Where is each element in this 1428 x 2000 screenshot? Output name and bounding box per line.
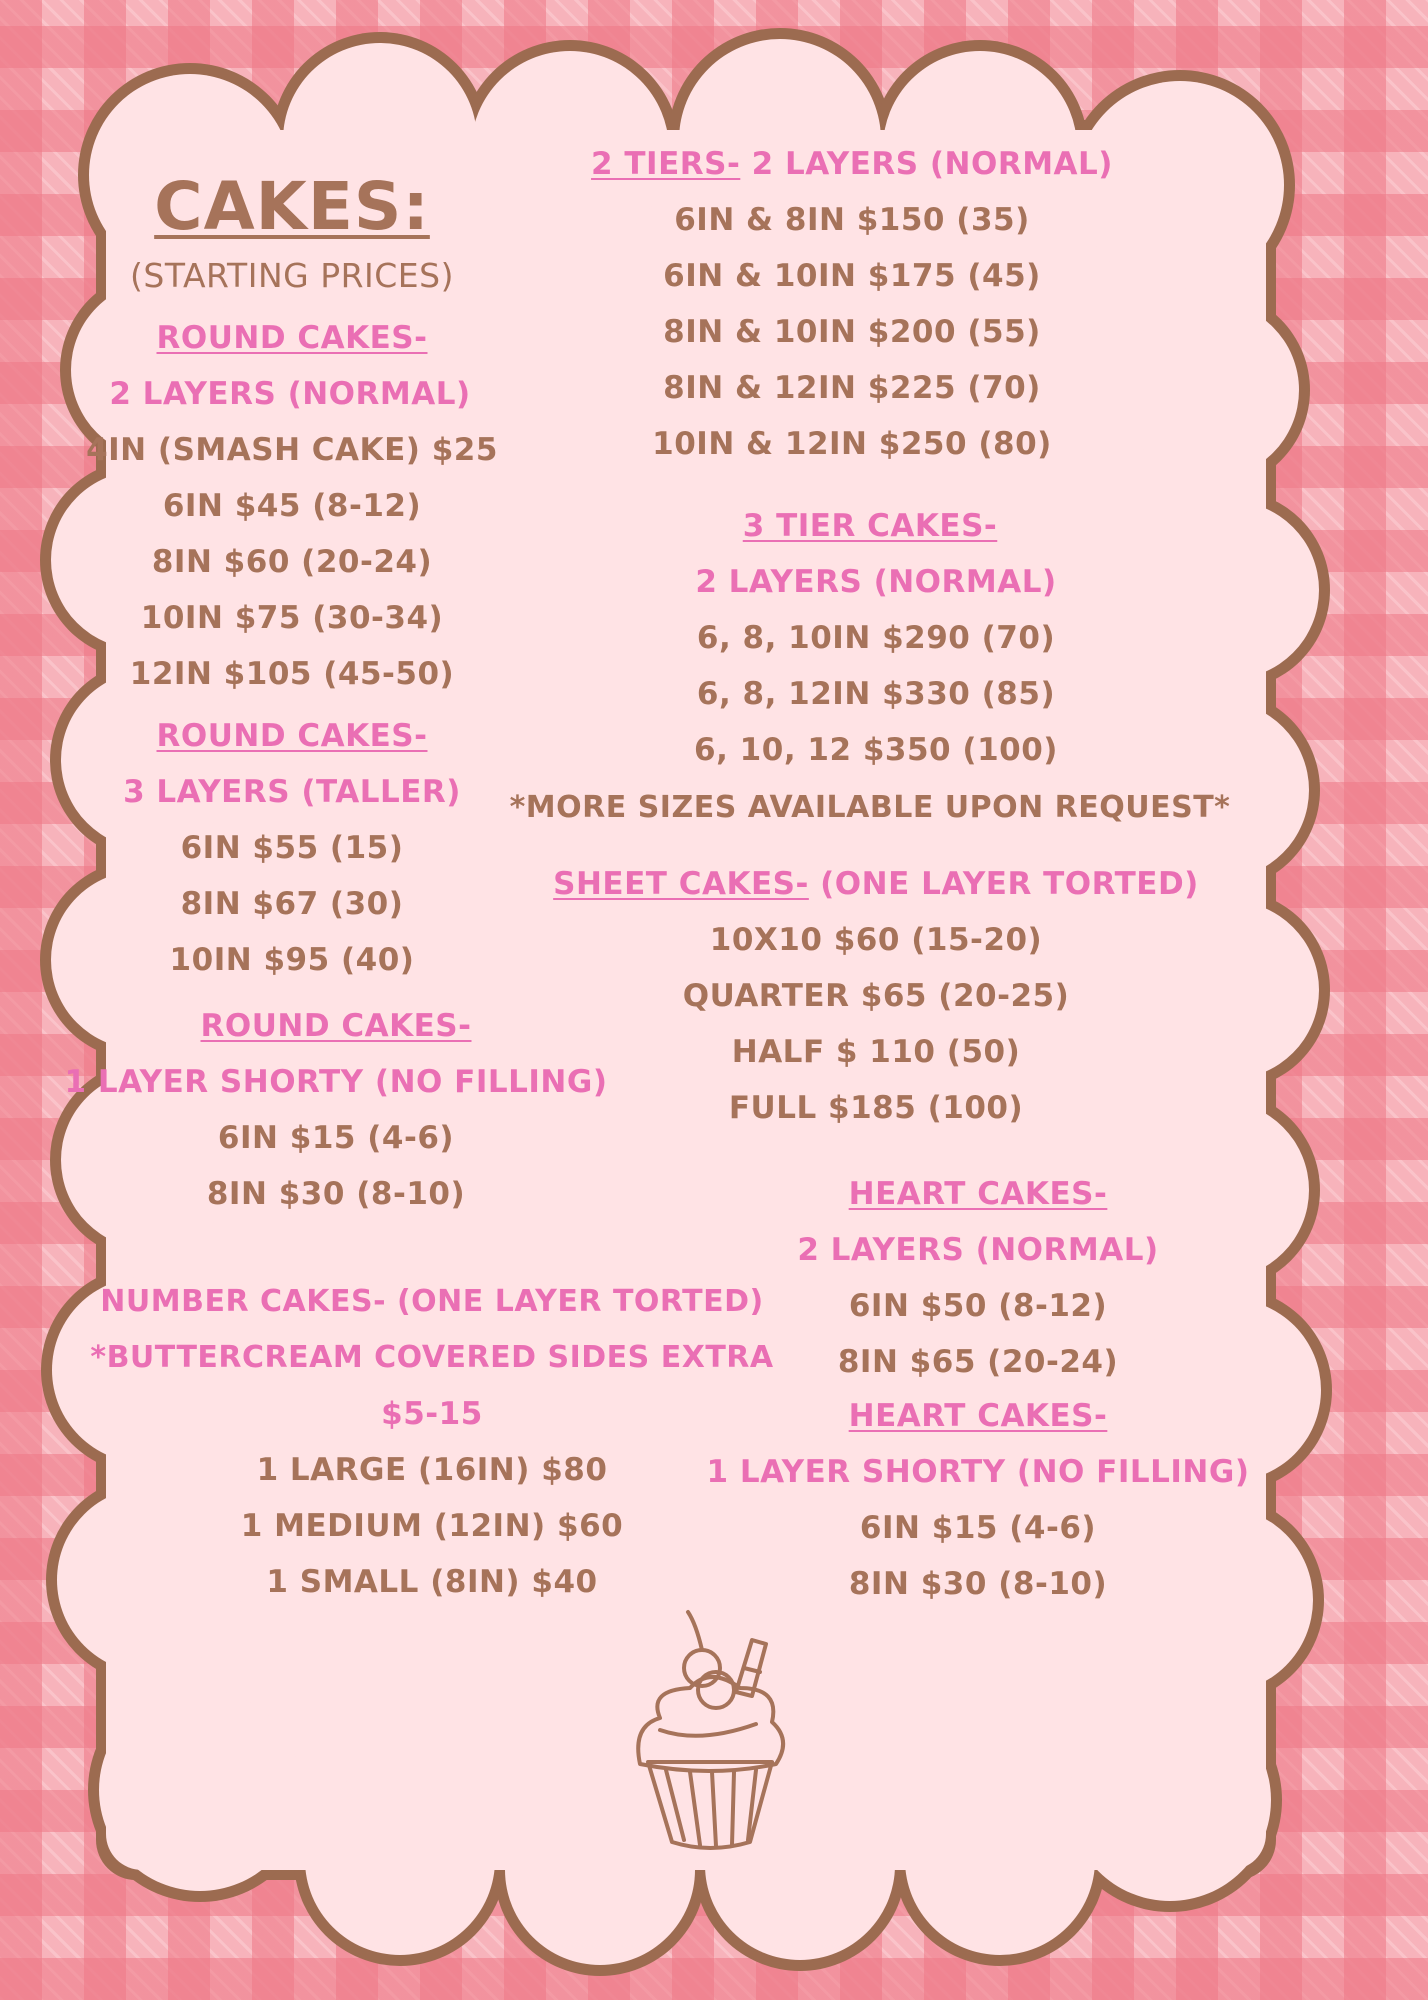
heart-normal-heading: HEART CAKES- xyxy=(848,1176,1108,1212)
list-item: 10IN $75 (30-34) xyxy=(140,600,444,636)
list-item: 10IN $95 (40) xyxy=(169,942,415,978)
list-item: 8IN $60 (20-24) xyxy=(151,544,433,580)
round-shorty-sub: 1 LAYER SHORTY (NO FILLING) xyxy=(64,1064,608,1100)
list-item: FULL $185 (100) xyxy=(728,1090,1024,1126)
list-item: 1 MEDIUM (12IN) $60 xyxy=(240,1508,624,1544)
list-item: 6IN $15 (4-6) xyxy=(217,1120,455,1156)
list-item: QUARTER $65 (20-25) xyxy=(682,978,1070,1014)
list-item: 6, 8, 10IN $290 (70) xyxy=(696,620,1056,656)
page-subtitle: (STARTING PRICES) xyxy=(130,256,454,295)
number-cakes-note-price: $5-15 xyxy=(381,1396,483,1432)
list-item: 6IN $45 (8-12) xyxy=(162,488,422,524)
more-sizes-note: *MORE SIZES AVAILABLE UPON REQUEST* xyxy=(509,790,1231,825)
list-item: 6IN $50 (8-12) xyxy=(848,1288,1108,1324)
list-item: 1 SMALL (8IN) $40 xyxy=(266,1564,598,1600)
sheet-cakes-heading xyxy=(553,866,1199,902)
sheet-cakes-heading-main: SHEET CAKES- xyxy=(553,866,809,902)
number-cakes-heading: NUMBER CAKES- (ONE LAYER TORTED) xyxy=(100,1284,764,1319)
three-tier-heading: 3 TIER CAKES- xyxy=(742,508,998,544)
list-item: 6IN & 8IN $150 (35) xyxy=(674,202,1030,238)
list-item: 6, 10, 12 $350 (100) xyxy=(694,732,1058,768)
list-item: 8IN $30 (8-10) xyxy=(848,1566,1108,1602)
list-item: 6, 8, 12IN $330 (85) xyxy=(696,676,1056,712)
heart-shorty-heading: HEART CAKES- xyxy=(848,1398,1108,1434)
list-item: 8IN $67 (30) xyxy=(180,886,404,922)
list-item: 12IN $105 (45-50) xyxy=(129,656,455,692)
list-item: 8IN & 10IN $200 (55) xyxy=(663,314,1041,350)
list-item: 6IN $55 (15) xyxy=(180,830,404,866)
sheet-cakes-heading-sub: (ONE LAYER TORTED) xyxy=(808,866,1199,902)
list-item: 4IN (SMASH CAKE) $25 xyxy=(86,432,498,468)
list-item: 1 LARGE (16IN) $80 xyxy=(256,1452,608,1488)
round-normal-heading: ROUND CAKES- xyxy=(156,320,428,356)
two-tier-heading xyxy=(591,146,1113,182)
list-item: 10X10 $60 (15-20) xyxy=(709,922,1043,958)
list-item: HALF $ 110 (50) xyxy=(731,1034,1021,1070)
three-tier-sub: 2 LAYERS (NORMAL) xyxy=(695,564,1057,600)
list-item: 8IN & 12IN $225 (70) xyxy=(663,370,1041,406)
list-item: 6IN $15 (4-6) xyxy=(859,1510,1097,1546)
heart-normal-sub: 2 LAYERS (NORMAL) xyxy=(797,1232,1159,1268)
two-tier-heading-main: 2 TIERS- xyxy=(591,146,741,182)
round-shorty-heading: ROUND CAKES- xyxy=(200,1008,472,1044)
number-cakes-note: *BUTTERCREAM COVERED SIDES EXTRA xyxy=(90,1340,774,1375)
round-taller-sub: 3 LAYERS (TALLER) xyxy=(123,774,461,810)
list-item: 10IN & 12IN $250 (80) xyxy=(652,426,1052,462)
two-tier-heading-sub: 2 LAYERS (NORMAL) xyxy=(740,146,1113,182)
round-taller-heading: ROUND CAKES- xyxy=(156,718,428,754)
round-normal-sub: 2 LAYERS (NORMAL) xyxy=(109,376,471,412)
page-title: CAKES: xyxy=(154,168,430,245)
heart-shorty-sub: 1 LAYER SHORTY (NO FILLING) xyxy=(706,1454,1250,1490)
list-item: 8IN $65 (20-24) xyxy=(837,1344,1119,1380)
list-item: 8IN $30 (8-10) xyxy=(206,1176,466,1212)
list-item: 6IN & 10IN $175 (45) xyxy=(663,258,1041,294)
